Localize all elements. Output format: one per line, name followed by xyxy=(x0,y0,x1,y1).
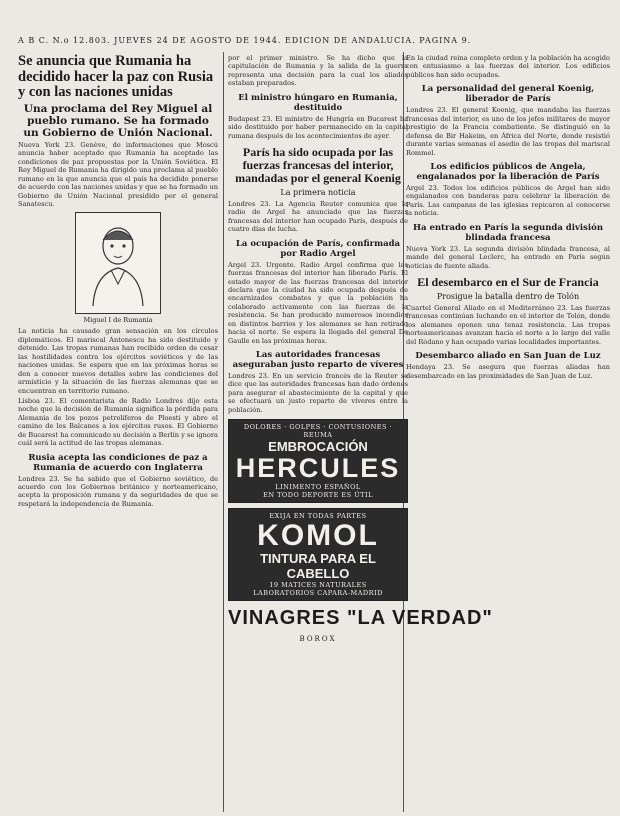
san-juan-de-luz-head: Desembarco aliado en San Juan de Luz xyxy=(415,351,601,362)
authorities-body: Londres 23. En un servicio francés de la Reuter se dice que las autoridades francesas han dado órdenes para asegurar el abastecimiento de la capital y que se efectuará un justo reparto de víveres entre la población. xyxy=(228,372,408,414)
koenig-body: Londres 23. El general Koenig, que mandaba las fuerzas francesas del interior, es uno de los jefes militares de mayor prestigio de la Francia combatiente. Se distinguió en la defensa de Bir Hakeim, en África del Norte, donde resistió durante varias semanas el asedio de las tropas del mariscal Rommel. xyxy=(406,106,610,157)
radio-argel-head: La ocupación de París, confirmada por Radio Argel xyxy=(235,238,401,259)
portrait-caption: Miguel I de Rumania xyxy=(83,316,153,325)
komol-name: KOMOL xyxy=(257,518,379,552)
koenig-head: La personalidad del general Koenig, liberador de París xyxy=(421,84,595,105)
hercules-top-line: DOLORES · GOLPES · CONTUSIONES · REUMA xyxy=(243,423,393,440)
komol-ad xyxy=(228,508,408,602)
continued-body: por el primer ministro. Se ha dicho que la capitulación de Rumania y la salida de la guerra representa una decisión para la cual los aliados estaban preparados. xyxy=(228,54,408,88)
hercules-line-1: LINIMENTO ESPAÑOL xyxy=(275,482,361,491)
romania-subhead: Una proclama del Rey Miguel al pueblo rumano. Se ha formado un Gobierno de Unión Nacional. xyxy=(23,102,213,139)
continued-body-3: En la ciudad reina completo orden y la población ha acogido con entusiasmo a las fuerzas del interior. Los edificios públicos han sido ocupados. xyxy=(406,54,610,79)
russia-subsection-head: Rusia acepta las condiciones de paz a Rumania de acuerdo con Inglaterra xyxy=(28,452,208,473)
landing-body: Cuartel General Aliado en el Mediterráneo 23. Las fuerzas francesas continúan luchando en el interior de Tolón, donde los alemanes oponen una tenaz resistencia. Las tropas norteamericanas avanzan hacia el norte a lo largo del valle del Ródano y han ocupado varias localidades importantes. xyxy=(406,303,610,346)
first-news-head: La primera noticia xyxy=(280,187,356,197)
first-news-body: Londres 23. La Agencia Reuter comunica que la radio de Argel ha anunciado que las fuerzas francesas del interior han ocupado París, después de cuatro días de lucha. xyxy=(228,199,408,234)
column-rule xyxy=(223,52,224,812)
angela-head: Los edificios públicos de Angela, engalanados por la liberación de París xyxy=(416,161,600,182)
portrait-icon xyxy=(83,218,153,308)
komol-line-2: 19 MATICES NATURALES xyxy=(269,581,367,590)
landing-headline: El desembarco en el Sur de Francia xyxy=(417,275,599,289)
column-1 xyxy=(18,52,218,816)
angela-body: Argel 23. Todos los edificios públicos de Argel han sido engalanados con banderas para celebrar la liberación de París. Las campanas de las iglesias repicaron al conocerse la noticia. xyxy=(406,183,610,218)
radio-argel-body: Argel 23. Urgente. Radio Argel confirma que las fuerzas francesas del interior han liberado París. El estado mayor de las fuerzas francesas del interior declara que la ciudad ha sido ocupada después de encarnizados combates y que la población ha colaborado activamente con las fuerzas de la resistencia. Se han producido numerosos incendios en distintos barrios y los alemanes se han retirado hacia el norte. Se espera la llegada del general De Gaulle en las próximas horas. xyxy=(228,260,408,345)
hercules-sub: EMBROCACIÓN xyxy=(268,439,368,455)
paris-headline: París ha sido ocupada por las fuerzas francesas del interior, mandadas por el general Koenig xyxy=(235,145,401,185)
toulon-subhead: Prosigue la batalla dentro de Tolón xyxy=(436,291,580,301)
romania-body: Nueva York 23. Genève, de informaciones que Moscú anuncia haber aceptado que Rumania ha aceptado las condiciones de paz propuestas por la Unión Soviética. El Rey Miguel de Rumania ha dirigido una proclama al pueblo rumano en la que anuncia que el país ha decidido ponerse de acuerdo con las naciones unidas y que se ha formado un Gobierno de Unión Nacional presidido por el general Sanatescu. xyxy=(18,140,218,209)
komol-top-line: EXIJA EN TODAS PARTES xyxy=(269,511,367,520)
romania-headline: Se anuncia que Rumania ha decidido hacer la paz con Rusia y con las naciones unidas xyxy=(18,53,214,101)
russia-body: Londres 23. Se ha sabido que el Gobierno soviético, de acuerdo con los Gobiernos británico y norteamericano, acepta la proposición rumana y da seguridades de que se respetará la independencia de Rumania. xyxy=(18,474,218,508)
page-header: A B C. N.o 12.803. JUEVES 24 DE AGOSTO DE 1944. EDICION DE ANDALUCIA. PAGINA 9. xyxy=(18,36,472,45)
hercules-name: HERCULES xyxy=(235,453,401,484)
hungarian-minister-body: Budapest 23. El ministro de Hungría en Bucarest ha sido destituido por haber permanecido en la capital rumana después de los acontecimientos de ayer. xyxy=(228,114,408,140)
romania-body-3: Lisboa 23. El comentarista de Radio Londres dijo esta noche que la decisión de Rumania significa la pérdida para Alemania de los pozos petrolíferos de Ploesti y abre el camino de los Balcanes a los ejércitos rusos. El Gobierno de Bucarest ha comunicado su decisión a Berlín y se ignora cuál será la actitud de las tropas alemanas. xyxy=(18,396,218,448)
vinagres-ad: VINAGRES "LA VERDAD" xyxy=(228,607,493,630)
second-division-body: Nueva York 23. La segunda división blindada francesa, al mando del general Leclerc, ha entrado en París según noticias de fuente aliada. xyxy=(406,244,610,270)
san-juan-de-luz-body: Hendaya 23. Se asegura que fuerzas aliadas han desembarcado en las proximidades de San Juan de Luz. xyxy=(406,363,610,380)
komol-line-3: LABORATORIOS CAPARA-MADRID xyxy=(253,589,383,598)
romania-body-2: La noticia ha causado gran sensación en los círculos diplomáticos. El mariscal Antonescu ha sido destituido y detenido. Las tropas rumanas han recibido orden de cesar las hostilidades contra los ejércitos soviéticos y de las naciones unidas. Se espera que en las próximas horas se den a conocer nuevos detalles sobre las condiciones del armisticio y la situación de las fuerzas alemanas que se encuentran en territorio rumano. xyxy=(18,327,218,395)
king-portrait xyxy=(75,212,161,314)
column-2 xyxy=(228,52,493,816)
second-division-head: Ha entrado en París la segunda división blindada francesa xyxy=(412,222,604,243)
hercules-line-2: EN TODO DEPORTE ES ÚTIL xyxy=(263,490,373,499)
komol-tagline: TINTURA PARA EL CABELLO xyxy=(260,551,376,582)
column-3 xyxy=(406,52,610,816)
hercules-ad xyxy=(228,419,408,502)
authorities-head: Las autoridades francesas aseguraban justo reparto de víveres xyxy=(232,350,404,371)
hungarian-minister-head: El ministro húngaro en Rumania, destituido xyxy=(238,92,398,113)
vinagres-brand: BOROX xyxy=(299,635,337,644)
